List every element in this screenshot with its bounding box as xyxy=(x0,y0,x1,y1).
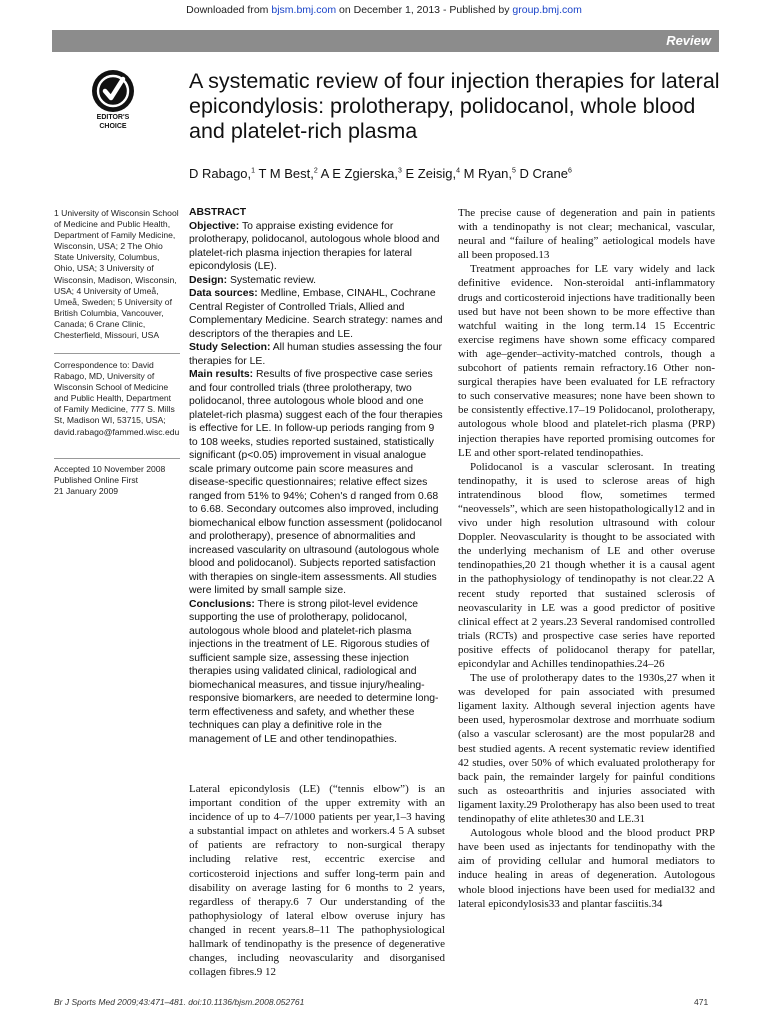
author: T M Best,$^2$ xyxy=(258,166,318,181)
journal-site-link[interactable]: bjsm.bmj.com xyxy=(271,4,337,16)
author: M Ryan,$^5$ xyxy=(463,166,516,181)
editors-choice-label xyxy=(80,113,146,131)
author: A E Zgierska,$^3$ xyxy=(320,166,402,181)
body-paragraph: The use of prolotherapy dates to the 1930s,27 when it was developed for pain associated with presumed ligament laxity. Although several injection agents have been used, hyperosmolar dextrose and morrhuate sodium (also a vascular sclerosant) are the most popular28 and best studied agents. A recent systematic review identified 42 studies, over 50% of which evaluated prolotherapy for back pain, the remainder largely for painful conditions such as osteoarthritis and injuries associated with ligament laxity.29 Prolotherapy has also been used to treat tendinopathy of elite athletes30 and LE.31 xyxy=(458,672,715,826)
page-number: 471 xyxy=(694,997,709,1007)
abstract-study-selection: Study Selection: All human studies assessing the four therapies for LE. xyxy=(189,342,442,367)
abstract-objective: Objective: To appraise existing evidence for prolotherapy, polidocanol, autologous whole blood and platelet-rich plasma injection therapies for lateral epicondylosis (LE). xyxy=(189,220,440,272)
intro-paragraph: Lateral epicondylosis (LE) (“tennis elbow”) is an important condition of the upper extremity with an incidence of up to 4–7/1000 patients per year,1–3 having a substantial impact on athletes and workers.4 5 A subset of patients are refractory to non-surgical therapy including relative rest, eccentric exercise and corticosteroid injections and suffer long-term pain and disability on average lasting for 6 months to 2 years, regardless of therapy.6 7 Our understanding of the pathophysiology of lateral elbow overuse injury has changed in recent years.8–11 The pathophysiological hallmark of tendinopathy is the presence of degenerative changes, including neovascularity and disorganised collagen fibres.9 12 xyxy=(189,783,445,979)
body-text-right-column xyxy=(458,206,715,911)
body-paragraph: The precise cause of degeneration and pain in patients with a tendinopathy is not clear; mechanical, vascular, neural and “failure of healing” aetiological models have all been proposed.13 xyxy=(458,207,715,262)
side-divider xyxy=(54,353,180,354)
article-dates xyxy=(54,464,180,497)
accepted-date: Accepted 10 November 2008 xyxy=(54,464,166,474)
published-online-label: Published Online First xyxy=(54,475,139,486)
abstract xyxy=(189,206,445,746)
article-title: A systematic review of four injection therapies for lateral epicondylosis: prolotherapy, polidocanol, whole blood and platelet-rich plasma xyxy=(189,69,720,143)
section-band xyxy=(52,30,719,52)
correspondence: Correspondence to: David Rabago, MD, University of Wisconsin School of Medicine and Public Health, Department of Family Medicine, 777 S. Mills St, Madison WI, 53715, USA; david.rabago@fammed.wisc.edu xyxy=(54,360,180,437)
abstract-main-results: Main results: Results of five prospective case series and four controlled trials (three prolotherapy, two polidocanol, three autologous whole blood and one platelet-rich plasma) suggest each of the four therapies is effective for LE. In follow-up periods ranging from 9 to 108 weeks, studies reported sustained, statistically significant (p<0.05) improvement in visual analogue scale primary outcome pain score measures and disease-specific questionnaires; relative effect sizes ranged from 51% to 94%; Cohen's d ranged from 0.68 to 6.68. Secondary outcomes also improved, including biomechanical elbow function assessment (polidocanol and prolotherapy), presence of abnormalities and increased vascularity on ultrasound (autologous whole blood and polidocanol). Subjects reported satisfaction with therapies on single-item assessments. All studies were limited by small sample size. xyxy=(189,369,443,596)
side-divider xyxy=(54,458,180,459)
author: E Zeisig,$^4$ xyxy=(405,166,460,181)
abstract-data-sources: Data sources: Medline, Embase, CINAHL, Cochrane Central Register of Controlled Trials, Allied and Complementary Medicine. Search strategy: names and descriptors of the therapies and LE. xyxy=(189,288,443,340)
abstract-heading: ABSTRACT xyxy=(189,207,247,218)
body-paragraph: Treatment approaches for LE vary widely and lack definitive evidence. Non-steroidal anti-inflammatory drugs and corticosteroid injections have traditionally been used but have not been shown to be more effective than watchful waiting in the long term.14 15 Eccentric exercise regimens have shown some efficacy compared with age–gender–activity-matched controls, though a subcohort of patients remain refractory.16 Other non-surgical therapies have been evaluated for LE refractory to such conservative measures; none have been shown to be consistently effective.17–19 Polidocanol, prolotherapy, autologous whole blood and platelet-rich plasma (PRP) injection therapies have reported promising outcomes for LE and other sport-related tendinopathies. xyxy=(458,263,715,459)
body-paragraph: Autologous whole blood and the blood product PRP have been used as injectants for tendinopathy with the aim of providing cellular and humoral mediators to induce healing in areas of degeneration. Autologous whole blood injections have been used for medial32 and lateral epicondylosis33 and plantar fasciitis.34 xyxy=(458,827,715,910)
download-middle: on December 1, 2013 - Published by xyxy=(336,4,513,16)
editors-choice-checkmark-icon xyxy=(92,70,134,112)
author: D Crane$^6$ xyxy=(519,166,572,181)
footer-citation: Br J Sports Med 2009;43:471–481. doi:10.1136/bjsm.2008.052761 xyxy=(54,997,305,1007)
badge-line-1: EDITOR'S xyxy=(96,114,130,121)
affiliations: 1 University of Wisconsin School of Medicine and Public Health, Department of Family Medicine, Wisconsin, USA; 2 The Ohio State University, Columbus, Ohio, USA; 3 University of Wisconsin, Madison, Wisconsin, USA; 4 University of Umeå, Umeå, Sweden; 5 University of British Columbia, Vancouver, Canada; 6 Crane Clinic, Chesterfield, Missouri, USA xyxy=(54,208,179,341)
badge-line-2: CHOICE xyxy=(99,123,127,130)
download-prefix: Downloaded from xyxy=(186,4,272,16)
published-date: 21 January 2009 xyxy=(54,486,119,497)
publisher-group-link[interactable]: group.bmj.com xyxy=(512,4,582,16)
section-label: Review xyxy=(666,33,711,48)
download-notice xyxy=(0,4,768,16)
abstract-conclusions: Conclusions: There is strong pilot-level evidence supporting the use of prolotherapy, polidocanol, autologous whole blood and platelet-rich plasma injections in the treatment of LE. Rigorous studies of sufficient sample size, assessing these injection therapies using validated clinical, radiological and biomechanical measures, and tissue injury/healing-responsive biomarkers, are needed to determine long-term effectiveness and safety, and whether these techniques can play a definitive role in the management of LE and other tendinopathies. xyxy=(189,598,439,745)
introduction-text xyxy=(189,782,445,979)
author-list xyxy=(189,166,729,181)
body-paragraph: Polidocanol is a vascular sclerosant. In treating tendinopathy, it is used to sclerose areas of high intratendinous blood flow, sometimes termed “neovessels”, which are seen histopathologically12 and in vivo under high resolution ultrasound with colour Doppler. Neovascularity is thought to be associated with the underlying mechanism of LE and other overuse tendinopathies,20 21 though whether it is a causal agent in the pathophysiology of tendinopathy is not clear.22 A recent study reported that sustained sclerosis of neovascularity in LE was a good predictor of positive clinical effect at 2 years.23 Several randomised controlled trials (RCTs) and prospective case series have reported positive effects of polidocanol therapy for patellar, epicondylar and Achilles tendinopathies.24–26 xyxy=(458,460,715,670)
abstract-design: Design: Systematic review. xyxy=(189,274,317,286)
author: D Rabago,$^1$ xyxy=(189,166,256,181)
